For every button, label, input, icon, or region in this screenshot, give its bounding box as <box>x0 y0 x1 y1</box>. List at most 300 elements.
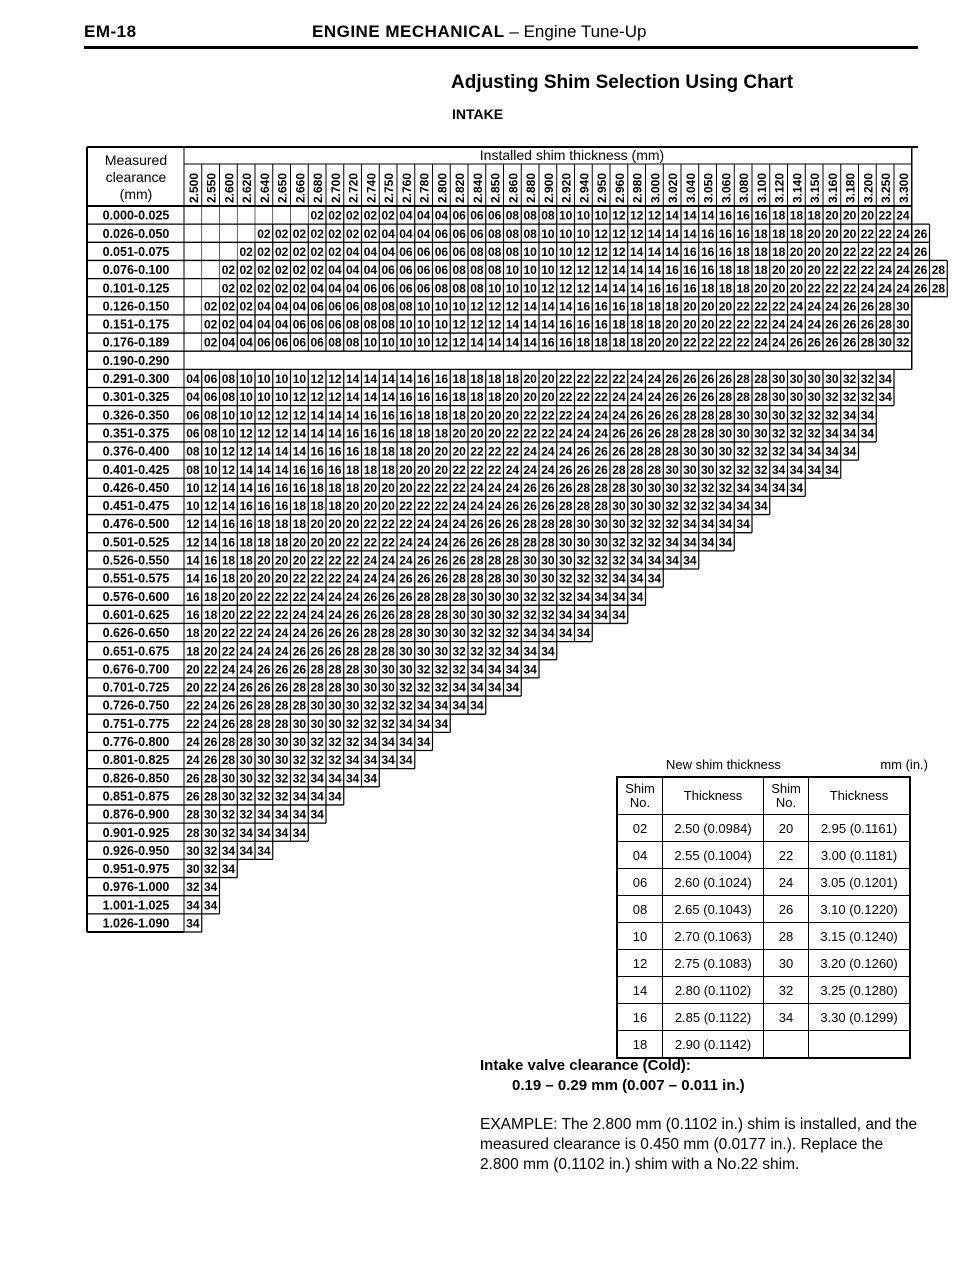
shim-number-cell: 34 <box>363 753 378 768</box>
shim-number-cell: 04 <box>345 281 360 296</box>
shim-number-cell: 18 <box>345 480 360 495</box>
shim-number-cell: 02 <box>274 263 289 278</box>
shim-number-cell: 08 <box>505 226 520 241</box>
shim-number-cell: 34 <box>221 843 236 858</box>
shim-number-cell: 24 <box>896 263 910 278</box>
legend-cell-shim-thickness: 2.60 (0.1024) <box>663 869 764 896</box>
legend-cell-shim-no: 28 <box>764 923 809 950</box>
shim-number-cell: 22 <box>310 571 324 586</box>
shim-number-cell: 30 <box>239 753 253 768</box>
shim-number-cell: 30 <box>239 771 253 786</box>
row-clearance-label: 0.951-0.975 <box>102 862 170 877</box>
shim-number-cell: 16 <box>576 317 591 332</box>
shim-number-cell: 08 <box>345 317 360 332</box>
shim-number-cell: 06 <box>310 317 324 332</box>
shim-number-cell: 28 <box>931 263 946 278</box>
shim-number-cell: 04 <box>186 390 200 405</box>
shim-number-cell: 30 <box>700 462 715 477</box>
shim-number-cell: 16 <box>683 263 697 278</box>
shim-number-cell: 26 <box>683 390 697 405</box>
shim-number-cell: 32 <box>487 644 502 659</box>
shim-number-cell: 22 <box>754 299 768 314</box>
shim-number-cell: 04 <box>274 317 289 332</box>
shim-number-cell: 30 <box>221 789 236 804</box>
column-header-thickness: 2.550 <box>204 172 219 203</box>
shim-number-cell: 30 <box>328 698 342 713</box>
shim-number-cell: 32 <box>345 735 360 749</box>
shim-number-cell: 22 <box>878 226 892 241</box>
shim-number-cell: 18 <box>381 462 395 477</box>
shim-number-cell: 06 <box>434 226 449 241</box>
legend-head-shim-no: Shim No. <box>617 777 663 815</box>
shim-number-cell: 30 <box>754 408 768 423</box>
row-clearance-label: 0.476-0.500 <box>102 517 170 532</box>
shim-number-cell: 22 <box>434 499 449 514</box>
shim-number-cell: 12 <box>452 317 466 332</box>
shim-number-cell: 32 <box>736 462 750 477</box>
shim-number-cell: 26 <box>487 517 502 532</box>
shim-number-cell: 30 <box>629 480 644 495</box>
shim-number-cell: 26 <box>416 571 431 586</box>
column-header-thickness: 3.000 <box>648 172 663 203</box>
shim-number-cell: 20 <box>789 263 804 278</box>
shim-number-cell: 10 <box>239 408 253 423</box>
shim-number-cell: 20 <box>700 299 715 314</box>
shim-number-cell: 20 <box>541 390 555 405</box>
shim-number-cell: 10 <box>221 426 236 441</box>
shim-number-cell: 24 <box>647 372 662 386</box>
shim-number-cell: 30 <box>718 426 733 441</box>
row-clearance-label: 0.426-0.450 <box>102 480 170 495</box>
shim-number-cell: 06 <box>399 263 413 278</box>
shim-number-cell: 20 <box>842 226 857 241</box>
shim-number-cell: 24 <box>470 480 484 495</box>
shim-number-cell: 10 <box>292 372 307 386</box>
shim-number-cell: 18 <box>434 426 449 441</box>
shim-number-cell: 28 <box>665 426 679 441</box>
shim-number-cell: 24 <box>825 299 839 314</box>
shim-number-cell: 14 <box>683 208 697 223</box>
shim-number-cell: 32 <box>221 825 236 840</box>
shim-number-cell: 02 <box>310 263 324 278</box>
shim-number-cell: 32 <box>896 335 910 350</box>
shim-number-cell: 30 <box>718 444 733 459</box>
shim-number-cell: 26 <box>789 335 804 350</box>
shim-number-cell: 32 <box>842 390 857 405</box>
shim-number-cell: 34 <box>310 771 324 786</box>
shim-number-cell: 04 <box>292 299 307 314</box>
shim-number-cell: 34 <box>718 499 733 514</box>
shim-number-cell: 08 <box>523 226 537 241</box>
shim-number-cell: 16 <box>754 208 768 223</box>
shim-number-cell: 32 <box>594 571 608 586</box>
shim-number-cell: 20 <box>399 480 413 495</box>
shim-number-cell: 18 <box>665 299 679 314</box>
shim-number-cell: 26 <box>860 317 875 332</box>
row-clearance-label: 0.126-0.150 <box>102 299 170 314</box>
shim-number-cell: 02 <box>203 299 218 314</box>
shim-number-cell: 14 <box>487 335 502 350</box>
shim-number-cell: 18 <box>416 426 431 441</box>
shim-number-cell: 10 <box>239 390 253 405</box>
shim-number-cell: 26 <box>345 626 360 641</box>
legend-row <box>617 923 910 950</box>
shim-number-cell: 18 <box>452 390 466 405</box>
shim-number-cell: 34 <box>771 462 786 477</box>
shim-number-cell: 26 <box>381 607 395 622</box>
shim-number-cell: 32 <box>700 480 715 495</box>
shim-number-cell: 34 <box>399 735 413 749</box>
shim-number-cell: 28 <box>629 462 644 477</box>
shim-number-cell: 28 <box>629 444 644 459</box>
corner-label: (mm) <box>119 186 153 202</box>
shim-number-cell: 28 <box>612 480 626 495</box>
shim-number-cell: 34 <box>470 662 484 677</box>
shim-number-cell: 24 <box>541 462 555 477</box>
shim-number-cell: 34 <box>221 862 236 877</box>
shim-number-cell: 26 <box>416 553 431 568</box>
legend-body <box>617 815 910 1059</box>
shim-number-cell: 32 <box>363 716 378 731</box>
shim-number-cell: 12 <box>629 226 644 241</box>
row-clearance-label: 1.026-1.090 <box>102 916 170 931</box>
shim-number-cell: 24 <box>274 626 289 641</box>
shim-number-cell: 22 <box>683 335 697 350</box>
shim-number-cell: 32 <box>558 571 573 586</box>
shim-number-cell: 24 <box>203 698 218 713</box>
shim-number-cell: 10 <box>274 390 289 405</box>
row-clearance-label: 0.601-0.625 <box>102 607 170 622</box>
row-clearance-label: 0.801-0.825 <box>102 753 170 768</box>
shim-number-cell: 32 <box>718 462 733 477</box>
shim-number-cell: 20 <box>328 535 342 550</box>
shim-number-cell: 34 <box>647 553 662 568</box>
shim-number-cell: 10 <box>434 299 449 314</box>
shim-number-cell: 08 <box>221 390 236 405</box>
shim-number-cell: 34 <box>789 462 804 477</box>
shim-number-cell: 26 <box>913 281 928 296</box>
shim-number-cell: 26 <box>399 571 413 586</box>
shim-number-cell: 24 <box>345 571 360 586</box>
shim-number-cell: 34 <box>186 898 200 913</box>
legend-cell-shim-no: 18 <box>617 1031 663 1059</box>
shim-number-cell: 22 <box>860 263 875 278</box>
legend-cell-shim-thickness: 2.80 (0.1102) <box>663 977 764 1004</box>
shim-number-cell: 16 <box>416 390 431 405</box>
shim-number-cell: 10 <box>416 317 431 332</box>
shim-number-cell: 22 <box>292 571 307 586</box>
shim-number-cell: 12 <box>274 408 289 423</box>
shim-number-cell: 30 <box>683 462 697 477</box>
legend-head-thickness: Thickness <box>663 777 764 815</box>
shim-number-cell: 16 <box>594 299 608 314</box>
shim-number-cell: 34 <box>825 462 839 477</box>
shim-number-cell: 08 <box>363 299 378 314</box>
shim-number-cell: 14 <box>523 335 537 350</box>
shim-number-cell: 28 <box>328 662 342 677</box>
shim-number-cell: 28 <box>683 426 697 441</box>
shim-number-cell: 18 <box>239 535 253 550</box>
shim-number-cell: 06 <box>381 281 395 296</box>
shim-number-cell: 10 <box>558 244 573 259</box>
shim-number-cell: 34 <box>736 499 750 514</box>
shim-number-cell: 20 <box>470 408 484 423</box>
shim-number-cell: 02 <box>257 281 271 296</box>
shim-number-cell: 16 <box>683 281 697 296</box>
shim-number-cell: 34 <box>292 825 307 840</box>
shim-number-cell: 20 <box>221 607 236 622</box>
shim-number-cell: 34 <box>700 517 715 532</box>
shim-number-cell: 08 <box>186 462 200 477</box>
shim-number-cell: 34 <box>558 607 573 622</box>
shim-number-cell: 18 <box>789 208 804 223</box>
shim-number-cell: 04 <box>328 263 342 278</box>
shim-number-cell: 06 <box>186 426 200 441</box>
shim-number-cell: 34 <box>860 426 875 441</box>
shim-number-cell: 18 <box>470 372 484 386</box>
shim-number-cell: 34 <box>647 571 662 586</box>
row-clearance-label: 0.676-0.700 <box>102 662 170 677</box>
shim-number-cell: 24 <box>896 244 910 259</box>
shim-number-cell: 14 <box>541 317 555 332</box>
shim-number-cell: 16 <box>647 281 662 296</box>
shim-number-cell: 32 <box>700 499 715 514</box>
new-shim-thickness-table <box>616 776 911 1059</box>
shim-number-cell: 16 <box>416 372 431 386</box>
shim-number-cell: 04 <box>221 335 236 350</box>
shim-number-cell: 10 <box>523 244 537 259</box>
shim-number-cell: 14 <box>629 263 644 278</box>
shim-number-cell: 28 <box>718 408 733 423</box>
shim-number-cell: 28 <box>239 716 253 731</box>
shim-number-cell: 32 <box>434 680 449 695</box>
shim-number-cell: 10 <box>203 462 218 477</box>
shim-number-cell: 02 <box>363 208 378 223</box>
shim-number-cell: 34 <box>505 662 520 677</box>
shim-number-cell: 20 <box>860 208 875 223</box>
shim-number-cell: 22 <box>186 716 200 731</box>
shim-number-cell: 28 <box>221 753 236 768</box>
shim-number-cell: 24 <box>896 281 910 296</box>
shim-number-cell: 28 <box>257 716 271 731</box>
shim-number-cell: 12 <box>452 335 466 350</box>
shim-number-cell: 34 <box>754 480 768 495</box>
shim-number-cell: 20 <box>789 244 804 259</box>
shim-number-cell: 16 <box>310 462 324 477</box>
shim-number-cell: 24 <box>239 662 253 677</box>
legend-cell-shim-thickness: 2.85 (0.1122) <box>663 1004 764 1031</box>
shim-number-cell: 28 <box>754 372 768 386</box>
shim-number-cell: 34 <box>594 589 608 604</box>
shim-number-cell: 30 <box>629 499 644 514</box>
shim-number-cell: 22 <box>470 444 484 459</box>
shim-number-cell: 16 <box>718 226 733 241</box>
shim-number-cell: 24 <box>629 390 644 405</box>
shim-number-cell: 04 <box>363 263 378 278</box>
shim-number-cell: 14 <box>310 408 324 423</box>
column-header-thickness: 2.940 <box>577 172 592 203</box>
shim-number-cell: 32 <box>274 789 289 804</box>
spec-value: 0.19 – 0.29 mm (0.007 – 0.011 in.) <box>512 1077 745 1094</box>
shim-number-cell: 08 <box>541 208 555 223</box>
shim-number-cell: 10 <box>576 226 591 241</box>
shim-number-cell: 06 <box>416 263 431 278</box>
legend-cell-shim-no: 16 <box>617 1004 663 1031</box>
shim-number-cell: 24 <box>310 607 324 622</box>
legend-cell-shim-no: 30 <box>764 950 809 977</box>
shim-number-cell: 30 <box>257 753 271 768</box>
shim-number-cell: 24 <box>754 335 768 350</box>
shim-number-cell: 24 <box>612 408 626 423</box>
shim-number-cell: 12 <box>239 444 253 459</box>
shim-number-cell: 28 <box>718 390 733 405</box>
legend-cell-shim-thickness: 3.25 (0.1280) <box>809 977 911 1004</box>
shim-number-cell: 14 <box>399 372 413 386</box>
shim-number-cell: 28 <box>700 408 715 423</box>
shim-number-cell: 20 <box>381 499 395 514</box>
shim-number-cell: 28 <box>363 626 378 641</box>
shim-number-cell: 12 <box>576 263 591 278</box>
shim-number-cell: 16 <box>665 281 679 296</box>
column-header-thickness: 3.100 <box>754 172 769 203</box>
legend-cell-shim-thickness: 3.10 (0.1220) <box>809 896 911 923</box>
legend-cell-shim-no: 06 <box>617 869 663 896</box>
shim-number-cell: 24 <box>292 626 307 641</box>
shim-number-cell: 12 <box>186 517 200 532</box>
shim-number-cell: 34 <box>612 607 626 622</box>
shim-number-cell: 14 <box>381 372 395 386</box>
row-clearance-label: 0.301-0.325 <box>102 390 170 405</box>
legend-cell-shim-thickness: 2.90 (0.1142) <box>663 1031 764 1059</box>
shim-number-cell: 28 <box>221 735 236 749</box>
shim-number-cell: 24 <box>807 317 821 332</box>
shim-number-cell: 18 <box>203 589 218 604</box>
shim-number-cell: 26 <box>328 626 342 641</box>
shim-number-cell: 14 <box>310 426 324 441</box>
shim-number-cell: 24 <box>416 535 431 550</box>
row-clearance-label: 0.190-0.290 <box>102 353 170 368</box>
shim-number-cell: 34 <box>825 444 839 459</box>
shim-number-cell: 28 <box>878 299 892 314</box>
shim-number-cell: 06 <box>434 263 449 278</box>
shim-number-cell: 34 <box>878 390 892 405</box>
shim-number-cell: 22 <box>576 372 591 386</box>
shim-number-cell: 34 <box>842 444 857 459</box>
shim-number-cell: 20 <box>434 444 449 459</box>
shim-number-cell: 28 <box>594 480 608 495</box>
shim-number-cell: 10 <box>257 372 271 386</box>
shim-number-cell: 22 <box>257 607 271 622</box>
legend-cell-shim-thickness: 2.55 (0.1004) <box>663 842 764 869</box>
shim-number-cell: 20 <box>434 462 449 477</box>
shim-number-cell: 12 <box>612 226 626 241</box>
shim-number-cell: 28 <box>363 644 378 659</box>
legend-cell-shim-thickness: 2.50 (0.0984) <box>663 815 764 842</box>
shim-number-cell: 26 <box>594 462 608 477</box>
shim-number-cell: 26 <box>345 607 360 622</box>
shim-number-cell: 28 <box>736 372 750 386</box>
shim-number-cell: 30 <box>789 372 804 386</box>
shim-number-cell: 30 <box>381 662 395 677</box>
shim-number-cell: 18 <box>221 553 236 568</box>
shim-number-cell: 20 <box>345 517 360 532</box>
shim-number-cell: 22 <box>558 372 573 386</box>
row-clearance-label: 0.326-0.350 <box>102 408 170 423</box>
row-clearance-label: 0.076-0.100 <box>102 263 170 278</box>
shim-number-cell: 34 <box>381 753 395 768</box>
shim-number-cell: 20 <box>203 644 218 659</box>
shim-number-cell: 12 <box>541 281 555 296</box>
shim-number-cell: 30 <box>363 662 378 677</box>
shim-number-cell: 22 <box>576 390 591 405</box>
shim-number-cell: 20 <box>683 317 697 332</box>
shim-number-cell: 34 <box>736 517 750 532</box>
shim-number-cell: 02 <box>363 226 378 241</box>
shim-number-cell: 18 <box>754 244 768 259</box>
shim-number-cell: 28 <box>345 662 360 677</box>
shim-number-cell: 24 <box>647 390 662 405</box>
section-name: ENGINE MECHANICAL <box>312 22 505 41</box>
shim-number-cell: 34 <box>434 716 449 731</box>
shim-number-cell: 32 <box>771 426 786 441</box>
shim-number-cell: 34 <box>771 480 786 495</box>
shim-number-cell: 32 <box>683 499 697 514</box>
shim-number-cell: 12 <box>274 426 289 441</box>
shim-number-cell: 10 <box>274 372 289 386</box>
page-title: Adjusting Shim Selection Using Chart <box>451 72 794 93</box>
shim-number-cell: 18 <box>399 444 413 459</box>
shim-number-cell: 30 <box>665 480 679 495</box>
shim-number-cell: 30 <box>807 390 821 405</box>
shim-number-cell: 18 <box>754 226 768 241</box>
legend-cell-shim-no: 22 <box>764 842 809 869</box>
shim-number-cell: 04 <box>345 244 360 259</box>
shim-number-cell: 14 <box>612 281 626 296</box>
column-header-thickness: 2.700 <box>328 172 343 203</box>
shim-number-cell: 02 <box>221 263 236 278</box>
shim-number-cell: 14 <box>239 480 253 495</box>
shim-number-cell: 18 <box>629 299 644 314</box>
shim-number-cell: 12 <box>487 317 502 332</box>
shim-number-cell: 32 <box>292 753 307 768</box>
shim-number-cell: 16 <box>186 607 200 622</box>
shim-number-cell: 34 <box>399 753 413 768</box>
shim-number-cell: 06 <box>416 244 431 259</box>
shim-number-cell: 28 <box>257 698 271 713</box>
shim-number-cell: 30 <box>576 517 591 532</box>
shim-number-cell: 24 <box>434 517 449 532</box>
shim-number-cell: 02 <box>221 299 236 314</box>
shim-number-cell: 02 <box>257 263 271 278</box>
shim-number-cell: 30 <box>345 698 360 713</box>
shim-number-cell: 24 <box>221 662 236 677</box>
shim-number-cell: 26 <box>452 535 466 550</box>
shim-number-cell: 28 <box>381 644 395 659</box>
shim-number-cell: 04 <box>328 281 342 296</box>
shim-number-cell: 18 <box>807 208 821 223</box>
shim-number-cell: 26 <box>718 372 733 386</box>
example-paragraph: EXAMPLE: The 2.800 mm (0.1102 in.) shim is installed, and the measured clearance is 0.450 mm (0.0177 in.). Replace the 2.800 mm (0.1102 in.) shim with a No.22 shim. <box>480 1116 918 1173</box>
row-clearance-label: 0.576-0.600 <box>102 589 170 604</box>
shim-number-cell: 26 <box>257 662 271 677</box>
shim-number-cell: 18 <box>328 480 342 495</box>
shim-number-cell: 34 <box>505 644 520 659</box>
shim-number-cell: 28 <box>239 735 253 749</box>
shim-number-cell: 10 <box>434 317 449 332</box>
shim-number-cell: 32 <box>257 789 271 804</box>
shim-number-cell: 14 <box>541 299 555 314</box>
shim-number-cell: 26 <box>203 735 218 749</box>
